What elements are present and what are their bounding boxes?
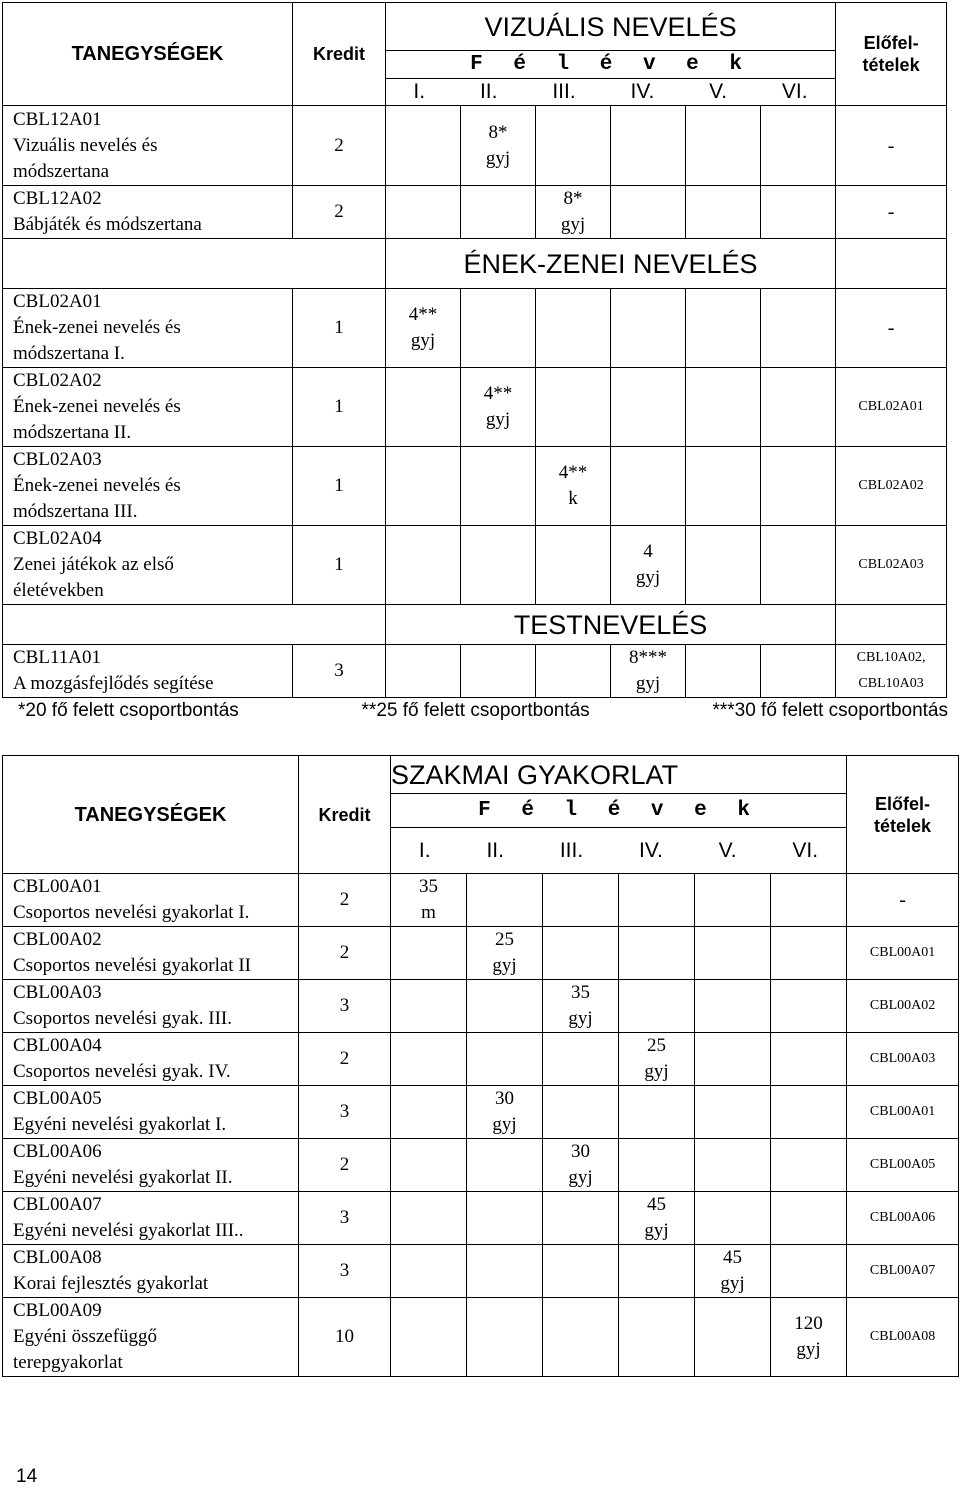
semester-cell: [695, 980, 771, 1033]
semester-cell: [536, 368, 611, 447]
semester-cell: [543, 1298, 619, 1377]
semester-cell: [543, 1192, 619, 1245]
semester-cell: [611, 186, 686, 239]
semester-cell: 30 gyj: [543, 1139, 619, 1192]
kredit-cell: 1: [293, 526, 386, 605]
semester-cell: [771, 1033, 847, 1086]
col-header-kredit: Kredit: [299, 756, 391, 874]
semester-cell: [686, 289, 761, 368]
semester-cell: [461, 526, 536, 605]
table-row: [3, 980, 959, 1033]
footnotes: [18, 700, 948, 722]
prereq-cell: CBL00A01: [847, 1086, 959, 1139]
semester-cell: 4** k: [536, 447, 611, 526]
semester-cell: [619, 1298, 695, 1377]
col-header-subjects: TANEGYSÉGEK: [3, 756, 299, 874]
semester-cell: [467, 1245, 543, 1298]
subject-cell: CBL00A04 Csoportos nevelési gyak. IV.: [3, 1033, 299, 1086]
semester-cell: 4** gyj: [386, 289, 461, 368]
semester-cell: [695, 1033, 771, 1086]
subject-cell: CBL00A02 Csoportos nevelési gyakorlat II: [3, 927, 299, 980]
prereq-cell: CBL02A01: [836, 368, 947, 447]
subject-cell: CBL00A09 Egyéni összefüggő terepgyakorlat: [3, 1298, 299, 1377]
semester-label: IV.: [630, 80, 655, 103]
semester-cell: [611, 289, 686, 368]
col-header-felevek: F é l é v e k: [386, 51, 836, 79]
prereq-cell: CBL00A05: [847, 1139, 959, 1192]
semester-cell: 8*** gyj: [611, 645, 686, 698]
semester-cell: [686, 186, 761, 239]
table-row: [3, 927, 959, 980]
table-row: [3, 1298, 959, 1377]
semester-cell: [467, 1298, 543, 1377]
semester-cell: 35 m: [391, 874, 467, 927]
semester-cell: [761, 645, 836, 698]
subject-cell: CBL00A01 Csoportos nevelési gyakorlat I.: [3, 874, 299, 927]
semester-cell: [543, 1033, 619, 1086]
subject-cell: CBL02A02 Ének-zenei nevelés és módszertana II.: [3, 368, 293, 447]
kredit-cell: 2: [299, 874, 391, 927]
semester-cell: [686, 645, 761, 698]
subject-cell: CBL12A01 Vizuális nevelés és módszertana: [3, 106, 293, 186]
semester-cell: [619, 1139, 695, 1192]
semester-cell: [761, 289, 836, 368]
semester-cell: [543, 927, 619, 980]
footnote-2: **25 fő felett csoportbontás: [361, 700, 590, 721]
semester-cell: 45 gyj: [695, 1245, 771, 1298]
semester-cell: [771, 1192, 847, 1245]
prereq-cell: CBL00A02: [847, 980, 959, 1033]
blank-cell: [836, 239, 947, 289]
semester-cell: [461, 186, 536, 239]
prereq-cell: CBL00A03: [847, 1033, 959, 1086]
semester-cell: 120 gyj: [771, 1298, 847, 1377]
prereq-cell: CBL00A08: [847, 1298, 959, 1377]
semester-cell: [386, 447, 461, 526]
semester-cell: [611, 106, 686, 186]
table-row: [3, 526, 947, 605]
footnote-3: ***30 fő felett csoportbontás: [712, 700, 948, 721]
subject-cell: CBL00A07 Egyéni nevelési gyakorlat III..: [3, 1192, 299, 1245]
semester-cell: [695, 1298, 771, 1377]
semester-cell: [761, 106, 836, 186]
semester-cell: [391, 1245, 467, 1298]
semester-label: VI.: [781, 80, 808, 103]
semester-cell: [386, 186, 461, 239]
semester-cell: [467, 1139, 543, 1192]
semester-cell: [536, 526, 611, 605]
semester-cell: [619, 874, 695, 927]
semester-cell: 30 gyj: [467, 1086, 543, 1139]
subject-cell: CBL11A01 A mozgásfejlődés segítése: [3, 645, 293, 698]
kredit-cell: 3: [299, 1245, 391, 1298]
semester-cell: [391, 1086, 467, 1139]
semester-cell: [695, 1086, 771, 1139]
semester-cell: [771, 927, 847, 980]
semester-cell: [619, 1086, 695, 1139]
table-row: [3, 1245, 959, 1298]
semester-cell: [386, 526, 461, 605]
semester-cell: [536, 106, 611, 186]
kredit-cell: 2: [299, 927, 391, 980]
semester-cell: 4 gyj: [611, 526, 686, 605]
semester-cell: [386, 106, 461, 186]
semester-cell: [461, 645, 536, 698]
semester-label: I.: [413, 80, 426, 103]
prereq-cell: CBL00A07: [847, 1245, 959, 1298]
semester-cell: [536, 645, 611, 698]
kredit-cell: 2: [293, 106, 386, 186]
section-title-visual: VIZUÁLIS NEVELÉS: [386, 3, 836, 51]
practice-table: [2, 755, 959, 1377]
semester-cell: [543, 1245, 619, 1298]
kredit-cell: 1: [293, 447, 386, 526]
semester-label: V.: [718, 838, 737, 862]
semester-cell: [771, 1139, 847, 1192]
table-row: [3, 1139, 959, 1192]
semester-header-row: [391, 828, 847, 874]
kredit-cell: 2: [293, 186, 386, 239]
semester-cell: [391, 1033, 467, 1086]
subject-cell: CBL00A08 Korai fejlesztés gyakorlat: [3, 1245, 299, 1298]
col-header-prereq: Előfel- tételek: [847, 756, 959, 874]
table-row: [3, 1192, 959, 1245]
semester-cell: [391, 927, 467, 980]
semester-cell: 25 gyj: [619, 1033, 695, 1086]
table-row: [3, 368, 947, 447]
prereq-cell: CBL02A02: [836, 447, 947, 526]
prereq-cell: CBL10A02, CBL10A03: [836, 645, 947, 698]
semester-cell: [391, 1192, 467, 1245]
section-title-pe: TESTNEVELÉS: [386, 605, 836, 645]
semester-cell: 45 gyj: [619, 1192, 695, 1245]
subject-cell: CBL00A03 Csoportos nevelési gyak. III.: [3, 980, 299, 1033]
semester-cell: [386, 645, 461, 698]
semester-cell: [386, 368, 461, 447]
blank-cell: [836, 605, 947, 645]
semester-cell: [543, 874, 619, 927]
kredit-cell: 3: [299, 1086, 391, 1139]
subject-cell: CBL00A06 Egyéni nevelési gyakorlat II.: [3, 1139, 299, 1192]
section-title-music: ÉNEK-ZENEI NEVELÉS: [386, 239, 836, 289]
kredit-cell: 3: [299, 1192, 391, 1245]
semester-cell: [686, 368, 761, 447]
semester-cell: [461, 447, 536, 526]
semester-cell: [391, 1139, 467, 1192]
semester-label: II.: [479, 80, 498, 103]
semester-cell: [771, 980, 847, 1033]
semester-label: III.: [552, 80, 576, 103]
col-header-felevek: F é l é v e k: [391, 794, 847, 828]
col-header-kredit: Kredit: [293, 3, 386, 106]
table-row: [3, 186, 947, 239]
semester-cell: [771, 1245, 847, 1298]
semester-cell: [611, 447, 686, 526]
semester-cell: 4** gyj: [461, 368, 536, 447]
semester-label: I.: [418, 838, 431, 862]
kredit-cell: 3: [293, 645, 386, 698]
semester-cell: [467, 1192, 543, 1245]
semester-cell: [543, 1086, 619, 1139]
semester-cell: [467, 980, 543, 1033]
subject-cell: CBL00A05 Egyéni nevelési gyakorlat I.: [3, 1086, 299, 1139]
subject-cell: CBL02A01 Ének-zenei nevelés és módszertana I.: [3, 289, 293, 368]
table-row: [3, 645, 947, 698]
col-header-subjects: TANEGYSÉGEK: [3, 3, 293, 106]
table-row: [3, 447, 947, 526]
section-title-practice: SZAKMAI GYAKORLAT: [391, 756, 847, 794]
semester-cell: [536, 289, 611, 368]
semester-cell: [695, 1192, 771, 1245]
kredit-cell: 3: [299, 980, 391, 1033]
prereq-cell: -: [836, 186, 947, 239]
semester-cell: 25 gyj: [467, 927, 543, 980]
semester-label: III.: [559, 838, 584, 862]
table-row: [3, 289, 947, 368]
semester-cell: [391, 1298, 467, 1377]
kredit-cell: 1: [293, 368, 386, 447]
semester-cell: [695, 1139, 771, 1192]
semester-cell: [695, 874, 771, 927]
semester-label: V.: [709, 80, 728, 103]
prereq-cell: CBL00A01: [847, 927, 959, 980]
semester-cell: [695, 927, 771, 980]
semester-header-row: [386, 79, 836, 106]
kredit-cell: 2: [299, 1033, 391, 1086]
semester-cell: [761, 186, 836, 239]
kredit-cell: 1: [293, 289, 386, 368]
prereq-cell: -: [836, 106, 947, 186]
semester-cell: [391, 980, 467, 1033]
semester-cell: [686, 106, 761, 186]
prereq-cell: CBL02A03: [836, 526, 947, 605]
semester-cell: [467, 874, 543, 927]
semester-label: II.: [486, 838, 504, 862]
semester-cell: [771, 1086, 847, 1139]
table-row: [3, 106, 947, 186]
semester-cell: [619, 980, 695, 1033]
subject-cell: CBL02A04 Zenei játékok az első életévekben: [3, 526, 293, 605]
table-row: [3, 1033, 959, 1086]
subject-cell: CBL12A02 Bábjáték és módszertana: [3, 186, 293, 239]
kredit-cell: 10: [299, 1298, 391, 1377]
semester-cell: [761, 447, 836, 526]
blank-cell: [3, 605, 386, 645]
blank-cell: [3, 239, 386, 289]
prereq-cell: -: [836, 289, 947, 368]
table-row: [3, 1086, 959, 1139]
page-number: 14: [16, 1466, 38, 1487]
col-header-prereq: Előfel- tételek: [836, 3, 947, 106]
semester-cell: 35 gyj: [543, 980, 619, 1033]
semester-cell: [761, 368, 836, 447]
semester-label: VI.: [792, 838, 819, 862]
semester-cell: [461, 289, 536, 368]
semester-cell: [761, 526, 836, 605]
semester-cell: [467, 1033, 543, 1086]
semester-cell: [611, 368, 686, 447]
semester-cell: [686, 447, 761, 526]
kredit-cell: 2: [299, 1139, 391, 1192]
semester-cell: 8* gyj: [461, 106, 536, 186]
semester-cell: [686, 526, 761, 605]
semester-cell: 8* gyj: [536, 186, 611, 239]
semester-cell: [619, 927, 695, 980]
subject-cell: CBL02A03 Ének-zenei nevelés és módszertana III.: [3, 447, 293, 526]
semester-cell: [771, 874, 847, 927]
footnote-1: *20 fő felett csoportbontás: [18, 700, 239, 721]
prereq-cell: CBL00A06: [847, 1192, 959, 1245]
table-row: [3, 874, 959, 927]
semester-label: IV.: [639, 838, 663, 862]
semester-cell: [619, 1245, 695, 1298]
prereq-cell: -: [847, 874, 959, 927]
visual-music-pe-table: [2, 2, 947, 698]
